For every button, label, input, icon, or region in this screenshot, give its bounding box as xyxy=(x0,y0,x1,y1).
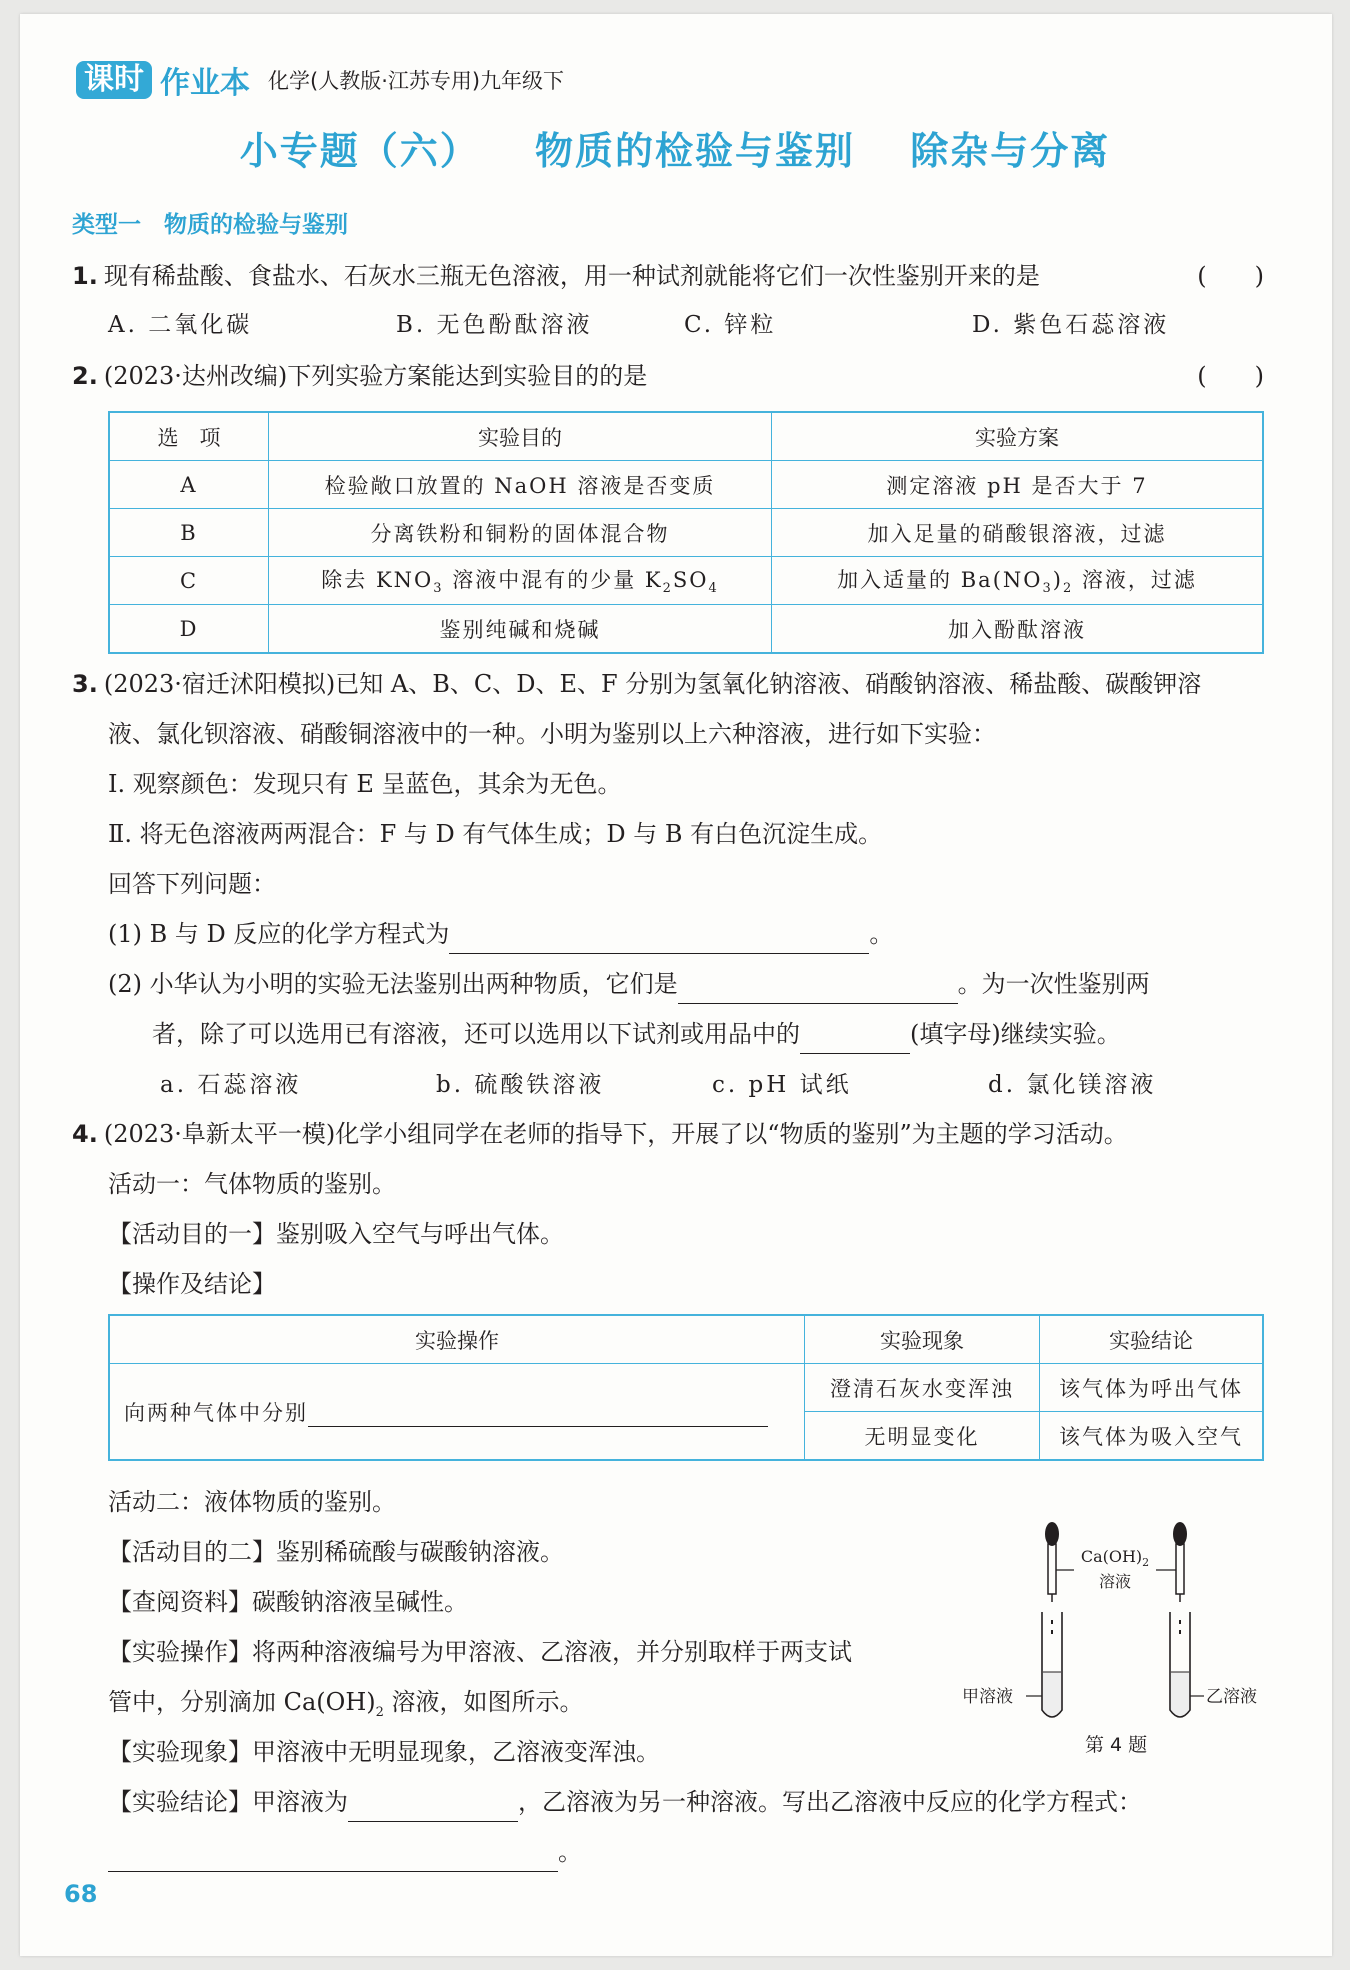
right-dropper-icon xyxy=(1173,1522,1187,1602)
experiment-op-2 xyxy=(108,1682,584,1733)
q2-table xyxy=(108,411,1264,654)
cell-text: 除去 KNO xyxy=(321,568,434,593)
equation-line xyxy=(108,1832,582,1872)
cell-text: 溶液，过滤 xyxy=(1073,568,1197,593)
table-cell: B xyxy=(109,509,269,557)
table-header-row xyxy=(109,1315,1263,1364)
table-header: 实验目的 xyxy=(269,412,772,461)
table-cell: 加入酚酞溶液 xyxy=(772,605,1264,654)
question-number: 4. xyxy=(72,1120,98,1148)
subscript: 2 xyxy=(662,581,673,597)
operation-conclusion: 【操作及结论】 xyxy=(108,1270,276,1298)
table-cell: 分离铁粉和铜粉的固体混合物 xyxy=(269,509,772,557)
right-tube-label: 乙溶液 xyxy=(1206,1687,1257,1707)
option-c: C. 锌粒 xyxy=(684,312,777,338)
answer-blank[interactable] xyxy=(678,975,958,1004)
q3-options xyxy=(160,1066,1264,1099)
punctuation: 。 xyxy=(869,920,894,948)
activity-goal-2: 【活动目的二】鉴别稀硫酸与碳酸钠溶液。 xyxy=(108,1538,564,1566)
table-row xyxy=(109,1364,1263,1412)
title-part-1: 小专题（六） xyxy=(239,129,480,173)
sub-question-text: (2) 小华认为小明的实验无法鉴别出两种物质，它们是 xyxy=(108,970,678,998)
option-b: b. 硫酸铁溶液 xyxy=(436,1072,605,1098)
answer-blank[interactable] xyxy=(449,925,869,954)
answer-parentheses: ( ) xyxy=(1197,362,1264,390)
left-test-tube-icon xyxy=(1042,1612,1062,1717)
step-1: Ⅰ. 观察颜色：发现只有 E 呈蓝色，其余为无色。 xyxy=(108,770,622,798)
answer-blank[interactable] xyxy=(348,1793,518,1822)
table-cell: C xyxy=(109,557,269,605)
op-text: 溶液，如图所示。 xyxy=(383,1688,584,1716)
subject-info: 化学(人教版·江苏专用)九年级下 xyxy=(268,69,565,93)
option-a: a. 石蕊溶液 xyxy=(160,1072,302,1098)
question-number: 2. xyxy=(72,362,98,390)
table-row xyxy=(109,557,1263,605)
step-2: Ⅱ. 将无色溶液两两混合：F 与 D 有气体生成；D 与 B 有白色沉淀生成。 xyxy=(108,820,883,848)
page-title xyxy=(0,120,1350,175)
cell-text: 加入适量的 Ba(NO xyxy=(837,568,1043,593)
activity-1: 活动一：气体物质的鉴别。 xyxy=(108,1170,396,1198)
answer-blank[interactable] xyxy=(108,1843,558,1872)
table-cell: 该气体为吸入空气 xyxy=(1040,1412,1264,1461)
table-cell: 检验敞口放置的 NaOH 溶液是否变质 xyxy=(269,461,772,509)
table-cell xyxy=(109,1364,805,1461)
conclusion-text: ，乙溶液为另一种溶液。写出乙溶液中反应的化学方程式： xyxy=(518,1788,1142,1816)
answer-blank[interactable] xyxy=(800,1025,910,1054)
conclusion-text: 【实验结论】甲溶液为 xyxy=(108,1788,348,1816)
table-cell xyxy=(772,557,1264,605)
table-cell: 加入足量的硝酸银溶液，过滤 xyxy=(772,509,1264,557)
table-cell: 该气体为呼出气体 xyxy=(1040,1364,1264,1412)
sub-question-2b xyxy=(152,1014,1121,1054)
brand-name: 作业本 xyxy=(160,66,250,101)
option-a: A. 二氧化碳 xyxy=(108,312,253,338)
table-row xyxy=(109,605,1263,654)
table-cell: 澄清石灰水变浑浊 xyxy=(805,1364,1040,1412)
sub-question-text: 。为一次性鉴别两 xyxy=(957,970,1150,998)
experiment-phenomenon: 【实验现象】甲溶液中无明显现象，乙溶液变浑浊。 xyxy=(108,1738,660,1766)
ask-text: 回答下列问题： xyxy=(108,870,276,898)
sub-question-1 xyxy=(108,914,893,954)
table-header: 实验操作 xyxy=(109,1315,805,1364)
question-4-line-1 xyxy=(72,1114,1128,1154)
sub-question-text: (1) B 与 D 反应的化学方程式为 xyxy=(108,920,450,948)
question-text: 现有稀盐酸、食盐水、石灰水三瓶无色溶液，用一种试剂就能将它们一次性鉴别开来的是 xyxy=(103,262,1040,290)
table-row xyxy=(109,509,1263,557)
option-c: c. pH 试纸 xyxy=(712,1072,852,1098)
table-header: 实验方案 xyxy=(772,412,1264,461)
reagent-label-2: 溶液 xyxy=(1098,1572,1132,1591)
experiment-conclusion xyxy=(108,1782,1142,1822)
table-header: 选 项 xyxy=(109,412,269,461)
cell-text: SO xyxy=(672,568,709,593)
left-tube-label: 甲溶液 xyxy=(962,1687,1013,1707)
title-part-2: 物质的检验与鉴别 xyxy=(534,129,855,173)
subscript: 2 xyxy=(375,1704,384,1720)
subscript: 2 xyxy=(1062,581,1074,597)
reference-info: 【查阅资料】碳酸钠溶液呈碱性。 xyxy=(108,1588,468,1616)
cell-text: 向两种气体中分别 xyxy=(124,1400,308,1425)
activity-goal-1: 【活动目的一】鉴别吸入空气与呼出气体。 xyxy=(108,1220,564,1248)
section-heading: 类型一 物质的检验与鉴别 xyxy=(72,212,348,238)
option-d: d. 氯化镁溶液 xyxy=(988,1072,1157,1098)
sub-question-2a xyxy=(108,964,1150,1004)
question-2 xyxy=(72,356,1264,396)
figure-caption: 第 4 题 xyxy=(1085,1734,1148,1756)
header xyxy=(76,60,564,100)
question-text: (2023·阜新太平一模)化学小组同学在老师的指导下，开展了以“物质的鉴别”为主题的学习活动。 xyxy=(103,1120,1128,1148)
sub-question-text: (填字母)继续实验。 xyxy=(910,1020,1121,1048)
question-1 xyxy=(72,256,1264,296)
logo: 课时 xyxy=(76,61,152,99)
table-cell: 测定溶液 pH 是否大于 7 xyxy=(772,461,1264,509)
subscript: 3 xyxy=(433,581,444,597)
option-b: B. 无色酚酞溶液 xyxy=(396,312,593,338)
punctuation: 。 xyxy=(558,1838,582,1866)
experiment-op-1: 【实验操作】将两种溶液编号为甲溶液、乙溶液，并分别取样于两支试 xyxy=(108,1638,852,1666)
table-header: 实验结论 xyxy=(1040,1315,1264,1364)
page-number: 68 xyxy=(64,1880,98,1908)
table-cell: 鉴别纯碱和烧碱 xyxy=(269,605,772,654)
title-part-3: 除杂与分离 xyxy=(910,129,1111,173)
question-text: (2023·宿迁沭阳模拟)已知 A、B、C、D、E、F 分别为氢氧化钠溶液、硝酸钠溶液、稀盐酸、碳酸钾溶 xyxy=(103,670,1202,698)
question-3-line-2: 液、氯化钡溶液、硝酸铜溶液中的一种。小明为鉴别以上六种溶液，进行如下实验： xyxy=(108,720,996,748)
table-header: 实验现象 xyxy=(805,1315,1040,1364)
q4-table xyxy=(108,1314,1264,1461)
table-row xyxy=(109,461,1263,509)
question-text: (2023·达州改编)下列实验方案能达到实验目的的是 xyxy=(103,362,648,390)
sub-question-text: 者，除了可以选用已有溶液，还可以选用以下试剂或用品中的 xyxy=(152,1020,800,1048)
option-d: D. 紫色石蕊溶液 xyxy=(972,312,1170,338)
left-dropper-icon xyxy=(1045,1522,1059,1602)
question-number: 1. xyxy=(72,262,98,290)
right-test-tube-icon xyxy=(1170,1612,1190,1717)
question-3-line-1 xyxy=(72,664,1201,704)
op-text: 管中，分别滴加 Ca(OH) xyxy=(108,1688,376,1716)
cell-text: 溶液中混有的少量 K xyxy=(443,568,663,593)
activity-2: 活动二：液体物质的鉴别。 xyxy=(108,1488,396,1516)
subscript: 3 xyxy=(1042,581,1053,597)
table-cell xyxy=(269,557,772,605)
table-cell: D xyxy=(109,605,269,654)
answer-blank[interactable] xyxy=(308,1404,768,1427)
cell-text: ) xyxy=(1052,568,1063,593)
reagent-label: $Ca(OH)_2$ xyxy=(1080,1547,1150,1569)
table-header-row xyxy=(109,412,1263,461)
table-cell: A xyxy=(109,461,269,509)
table-cell: 无明显变化 xyxy=(805,1412,1040,1461)
subscript: 4 xyxy=(708,581,719,597)
answer-parentheses: ( ) xyxy=(1197,262,1264,290)
q1-options xyxy=(108,306,1260,339)
question-number: 3. xyxy=(72,670,98,698)
